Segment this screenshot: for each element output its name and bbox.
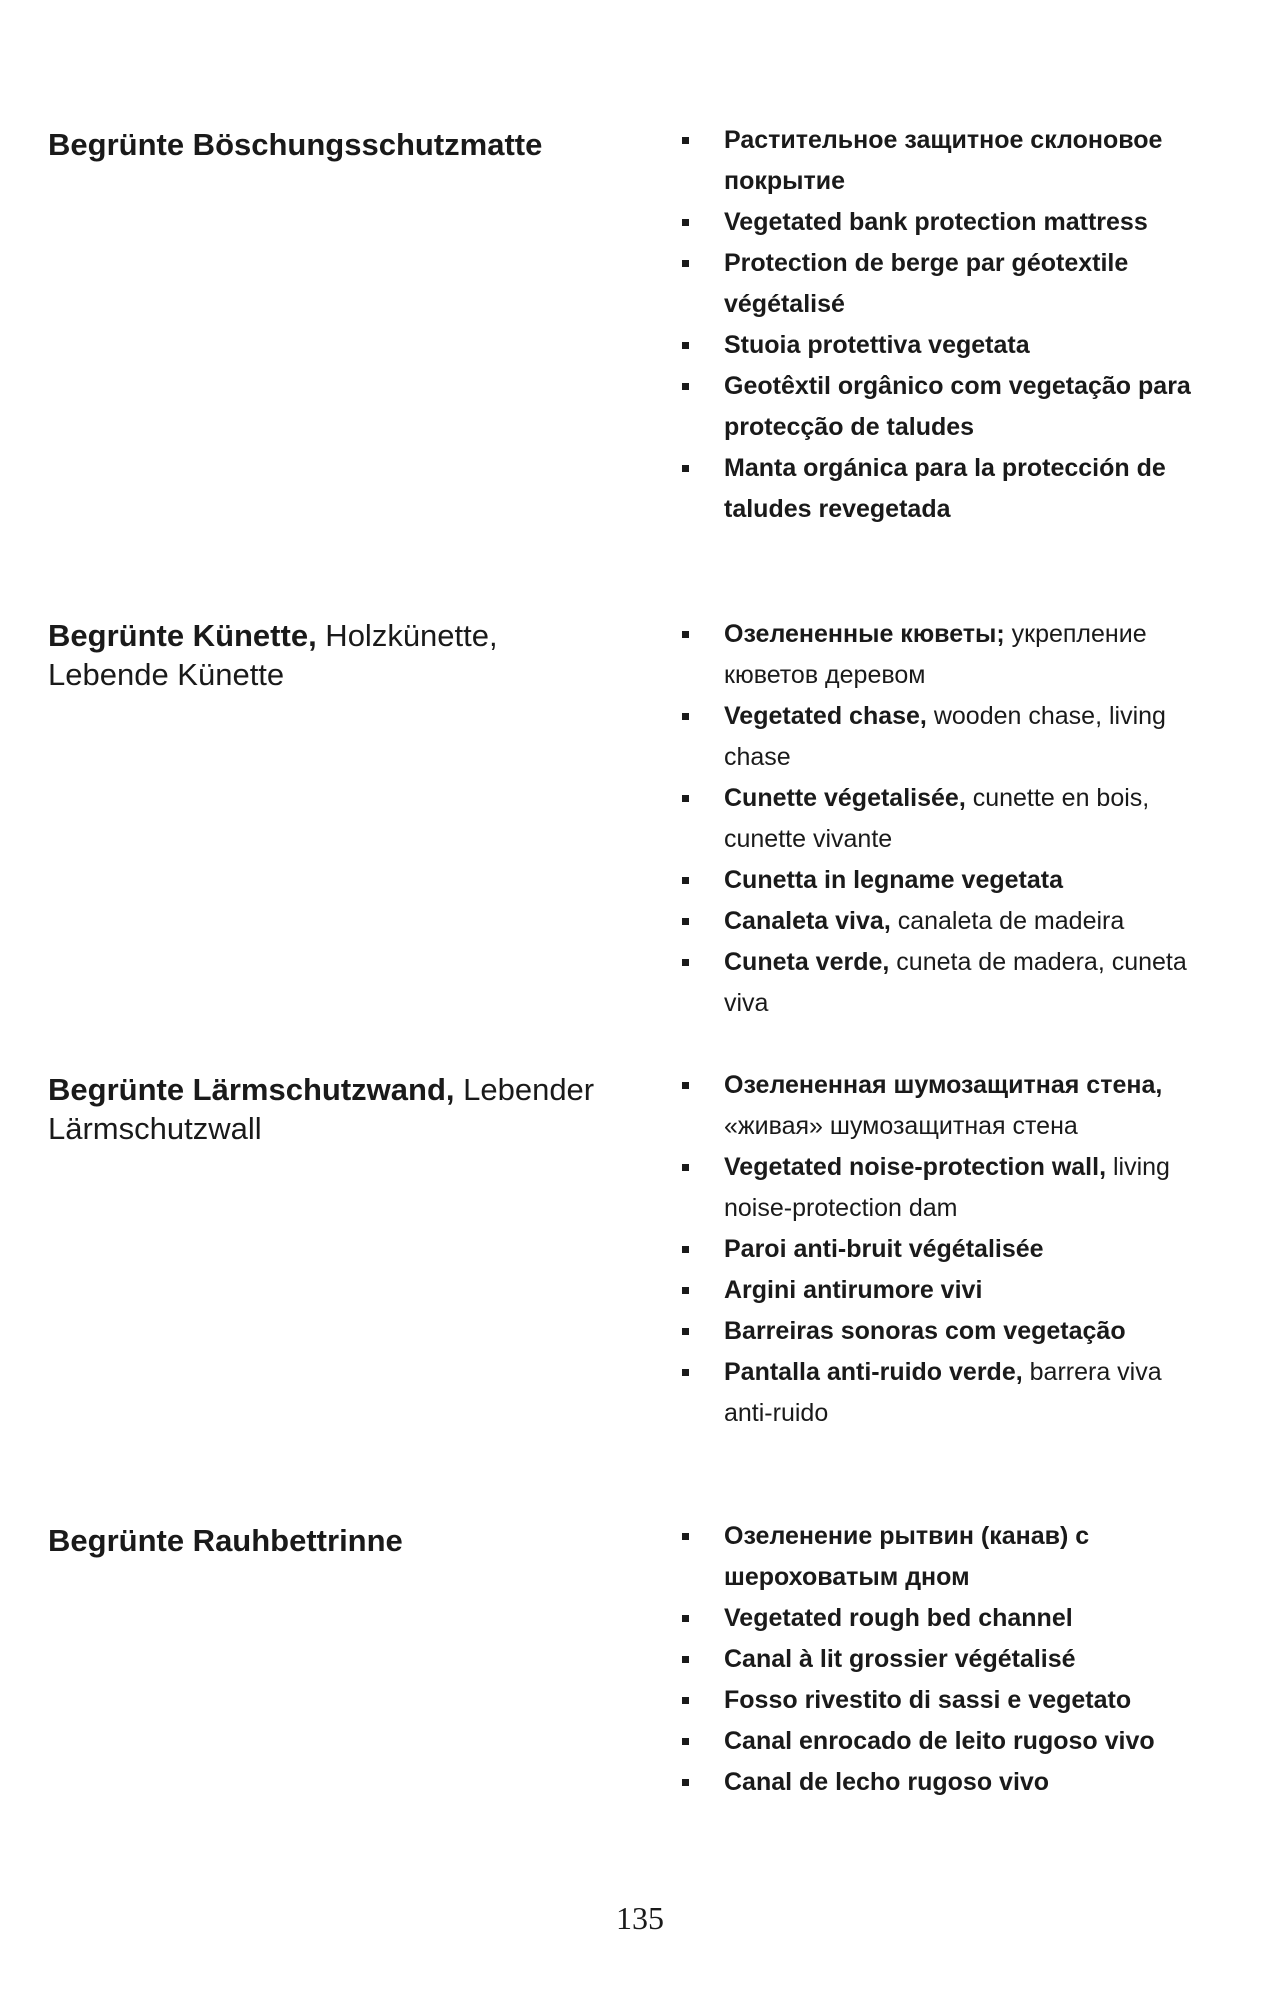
bullet-icon xyxy=(682,219,689,226)
list-item xyxy=(676,1598,1196,1639)
translation-rest: cuneta de madera, cuneta viva xyxy=(724,948,1187,1017)
list-item xyxy=(676,1516,1196,1598)
list-item xyxy=(676,1352,1196,1434)
translation-rest: wooden chase, living chase xyxy=(724,702,1166,771)
translation-bold: Canal de lecho rugoso vivo xyxy=(724,1768,1050,1796)
bullet-icon xyxy=(682,1164,689,1171)
list-item xyxy=(676,325,1196,366)
list-item xyxy=(676,202,1196,243)
list-item xyxy=(676,366,1196,448)
translation-bold: Protection de berge par géotextile végétalisé xyxy=(724,249,1129,318)
entry-term xyxy=(48,1521,608,1560)
bullet-icon xyxy=(682,631,689,638)
bullet-icon xyxy=(682,383,689,390)
entry-term xyxy=(48,616,608,694)
list-item xyxy=(676,1270,1196,1311)
translation-bold: Argini antirumore vivi xyxy=(724,1276,983,1304)
list-item xyxy=(676,448,1196,530)
bullet-icon xyxy=(682,1287,689,1294)
list-item xyxy=(676,1147,1196,1229)
entry-term xyxy=(48,1070,608,1148)
list-item xyxy=(676,1065,1196,1147)
translation-bold: Pantalla anti-ruido verde, xyxy=(724,1358,1023,1386)
bullet-icon xyxy=(682,1533,689,1540)
translation-bold: Cunette végetalisée, xyxy=(724,784,966,812)
bullet-icon xyxy=(682,1656,689,1663)
translation-list xyxy=(676,1516,1196,1803)
bullet-icon xyxy=(682,1246,689,1253)
translation-bold: Vegetated rough bed channel xyxy=(724,1604,1073,1632)
translation-bold: Stuoia protettiva vegetata xyxy=(724,331,1030,359)
term-bold: Begrünte Künette, xyxy=(48,618,317,653)
bullet-icon xyxy=(682,1697,689,1704)
list-item xyxy=(676,1311,1196,1352)
translation-bold: Cunetta in legname vegetata xyxy=(724,866,1063,894)
translation-rest: «живая» шумозащитная стена xyxy=(724,1112,1078,1140)
translation-bold: Canal enrocado de leito rugoso vivo xyxy=(724,1727,1155,1755)
list-item xyxy=(676,243,1196,325)
translation-list xyxy=(676,614,1196,1024)
bullet-icon xyxy=(682,959,689,966)
bullet-icon xyxy=(682,465,689,472)
bullet-icon xyxy=(682,1369,689,1376)
bullet-icon xyxy=(682,260,689,267)
bullet-icon xyxy=(682,877,689,884)
translation-list xyxy=(676,120,1196,530)
translation-bold: Canal à lit grossier végétalisé xyxy=(724,1645,1076,1673)
translation-rest: canaleta de madeira xyxy=(890,907,1125,935)
translation-rest: living noise-protection dam xyxy=(724,1153,1170,1222)
translation-bold: Vegetated bank protection mattress xyxy=(724,208,1148,236)
translation-rest: укрепление кюветов деревом xyxy=(724,620,1147,689)
list-item xyxy=(676,860,1196,901)
list-item xyxy=(676,778,1196,860)
list-item xyxy=(676,614,1196,696)
translation-bold: Растительное защитное склоновое покрытие xyxy=(724,126,1163,195)
list-item xyxy=(676,1229,1196,1270)
bullet-icon xyxy=(682,342,689,349)
list-item xyxy=(676,1762,1196,1803)
translation-bold: Canaleta viva, xyxy=(724,907,891,935)
bullet-icon xyxy=(682,1779,689,1786)
term-rest: Lebender Lärmschutzwall xyxy=(48,1072,595,1146)
translation-bold: Озелененные кюветы; xyxy=(724,620,1005,648)
translation-bold: Barreiras sonoras com vegetação xyxy=(724,1317,1126,1345)
term-bold: Begrünte Rauhbettrinne xyxy=(48,1523,403,1558)
list-item xyxy=(676,942,1196,1024)
bullet-icon xyxy=(682,137,689,144)
translation-bold: Vegetated noise-protection wall, xyxy=(724,1153,1107,1181)
translation-bold: Paroi anti-bruit végétalisée xyxy=(724,1235,1044,1263)
term-rest: Holzkünette, Lebende Künette xyxy=(48,618,498,692)
bullet-icon xyxy=(682,1082,689,1089)
bullet-icon xyxy=(682,1615,689,1622)
translation-bold: Озеленение рытвин (канав) с шероховатым дном xyxy=(724,1522,1090,1591)
translation-bold: Manta orgánica para la protección de taludes revegetada xyxy=(724,454,1166,523)
bullet-icon xyxy=(682,1328,689,1335)
bullet-icon xyxy=(682,918,689,925)
page-number: 135 xyxy=(616,1900,664,1936)
translation-list xyxy=(676,1065,1196,1434)
list-item xyxy=(676,1639,1196,1680)
bullet-icon xyxy=(682,1738,689,1745)
translation-bold: Vegetated chase, xyxy=(724,702,927,730)
term-bold: Begrünte Böschungsschutzmatte xyxy=(48,127,543,162)
entry-term xyxy=(48,125,608,164)
bullet-icon xyxy=(682,795,689,802)
list-item xyxy=(676,901,1196,942)
list-item xyxy=(676,696,1196,778)
term-bold: Begrünte Lärmschutzwand, xyxy=(48,1072,455,1107)
translation-bold: Geotêxtil orgânico com vegetação para protecção de taludes xyxy=(724,372,1191,441)
translation-rest: cunette en bois, cunette vivante xyxy=(724,784,1150,853)
translation-bold: Fosso rivestito di sassi e vegetato xyxy=(724,1686,1132,1714)
list-item xyxy=(676,120,1196,202)
bullet-icon xyxy=(682,713,689,720)
list-item xyxy=(676,1680,1196,1721)
translation-bold: Cuneta verde, xyxy=(724,948,890,976)
translation-rest: barrera viva anti-ruido xyxy=(724,1358,1162,1427)
translation-bold: Озелененная шумозащитная стена, xyxy=(724,1071,1163,1099)
list-item xyxy=(676,1721,1196,1762)
